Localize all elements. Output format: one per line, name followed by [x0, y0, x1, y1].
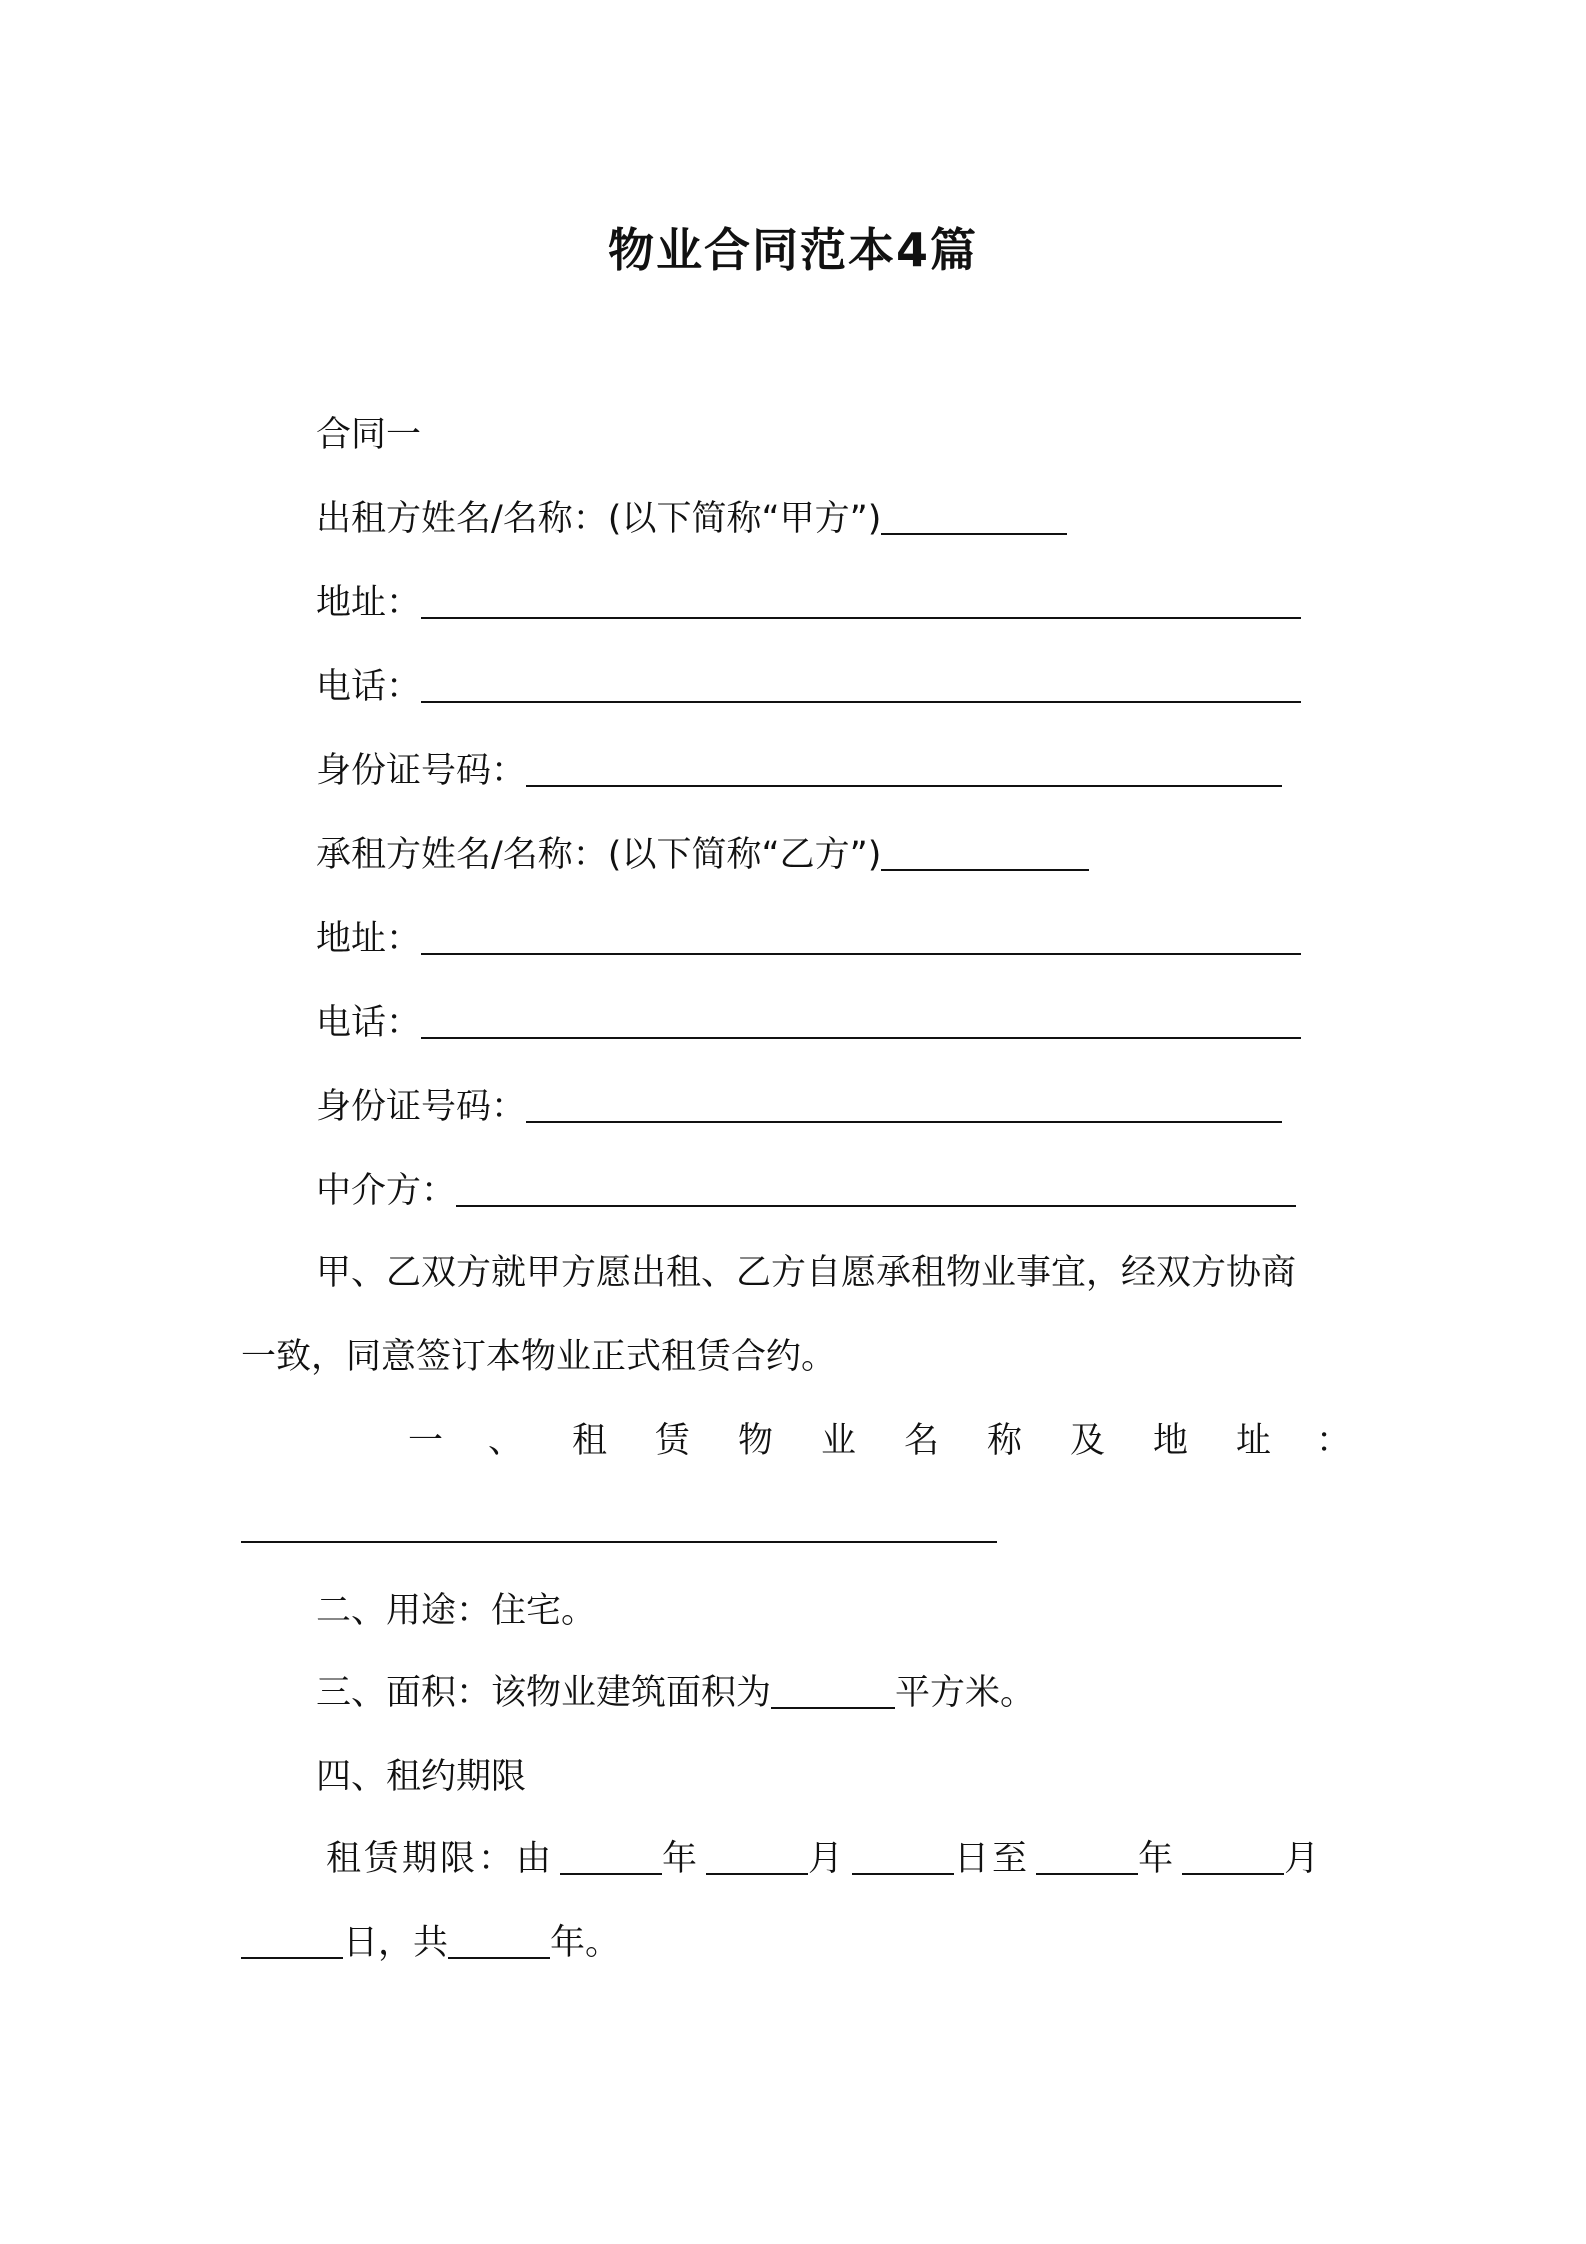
start-day-blank[interactable] — [852, 1837, 954, 1875]
lessee-name-row — [316, 830, 1089, 880]
lessor-phone-label: 电话： — [316, 667, 422, 707]
clause-1-heading — [0, 1416, 1586, 1466]
clause-3-label: 三、面积：该物业建筑面积为 — [316, 1673, 772, 1713]
lessor-address-label: 地址： — [316, 583, 422, 623]
property-address-blank[interactable] — [241, 1505, 997, 1543]
lessor-phone-blank[interactable] — [421, 665, 1301, 703]
lessor-id-row — [316, 746, 1282, 796]
lessee-name-label: 承租方姓名/名称：(以下简称“乙方”) — [316, 835, 882, 875]
lessee-id-label: 身份证号码： — [316, 1087, 527, 1127]
document-title: 物业合同范本4篇 — [607, 223, 978, 277]
clause-3-unit: 平方米。 — [895, 1673, 1036, 1713]
term-prefix: 租赁期限：由 — [326, 1839, 555, 1879]
start-month-label: 月 — [808, 1839, 847, 1879]
end-month-blank[interactable] — [1182, 1837, 1284, 1875]
clause-1-char: 一 — [408, 1421, 444, 1461]
end-year-blank[interactable] — [1036, 1837, 1138, 1875]
lessee-phone-blank[interactable] — [421, 1001, 1301, 1039]
lessor-name-blank[interactable] — [881, 497, 1067, 535]
end-month-label: 月 — [1284, 1839, 1323, 1879]
clause-1-char: 称 — [987, 1421, 1023, 1461]
clause-1-char: 地 — [1153, 1421, 1189, 1461]
lessee-address-blank[interactable] — [421, 917, 1301, 955]
agent-label: 中介方： — [316, 1171, 457, 1211]
end-day-blank[interactable] — [241, 1921, 343, 1959]
clause-3-row — [316, 1668, 1035, 1718]
lessor-name-label: 出租方姓名/名称：(以下简称“甲方”) — [316, 499, 882, 539]
lessee-id-blank[interactable] — [526, 1085, 1282, 1123]
intro-line-2: 一致，同意签订本物业正式租赁合约。 — [241, 1337, 837, 1377]
clause-1-char: 及 — [1070, 1421, 1106, 1461]
clause-1-char: 物 — [738, 1421, 774, 1461]
clause-1-blank-row — [241, 1502, 997, 1552]
clause-4: 四、租约期限 — [316, 1757, 527, 1797]
clause-1-char: 址 — [1236, 1421, 1272, 1461]
term-row-2 — [241, 1918, 620, 1968]
lessor-address-row — [316, 578, 1301, 628]
clause-1-char: 名 — [904, 1421, 940, 1461]
clause-1-char: 业 — [821, 1421, 857, 1461]
clause-2: 二、用途：住宅。 — [316, 1591, 597, 1631]
start-month-blank[interactable] — [706, 1837, 808, 1875]
start-year-blank[interactable] — [560, 1837, 662, 1875]
area-blank[interactable] — [771, 1671, 895, 1709]
agent-row — [316, 1166, 1296, 1216]
end-day-label: 日，共 — [343, 1923, 449, 1963]
lessee-address-label: 地址： — [316, 919, 422, 959]
lessee-phone-label: 电话： — [316, 1003, 422, 1043]
start-year-label: 年 — [662, 1839, 701, 1879]
lessor-id-label: 身份证号码： — [316, 751, 527, 791]
lessor-name-row — [316, 494, 1067, 544]
section-heading: 合同一 — [316, 415, 422, 455]
lessor-id-blank[interactable] — [526, 749, 1282, 787]
clause-1-char: 赁 — [655, 1421, 691, 1461]
agent-blank[interactable] — [456, 1169, 1296, 1207]
lessor-phone-row — [316, 662, 1301, 712]
lessor-address-blank[interactable] — [421, 581, 1301, 619]
lessee-id-row — [316, 1082, 1282, 1132]
clause-1-char: 租 — [572, 1421, 608, 1461]
intro-line-1: 甲、乙双方就甲方愿出租、乙方自愿承租物业事宜，经双方协商 — [316, 1253, 1297, 1293]
lessee-name-blank[interactable] — [881, 833, 1089, 871]
term-row-1 — [326, 1834, 1322, 1884]
clause-1-char: 、 — [488, 1421, 524, 1461]
clause-1-char: ： — [1316, 1421, 1352, 1461]
total-years-blank[interactable] — [448, 1921, 550, 1959]
end-year-label: 年 — [1138, 1839, 1177, 1879]
lessee-address-row — [316, 914, 1301, 964]
lessee-phone-row — [316, 998, 1301, 1048]
total-years-label: 年。 — [550, 1923, 621, 1963]
start-day-label: 日至 — [954, 1839, 1031, 1879]
